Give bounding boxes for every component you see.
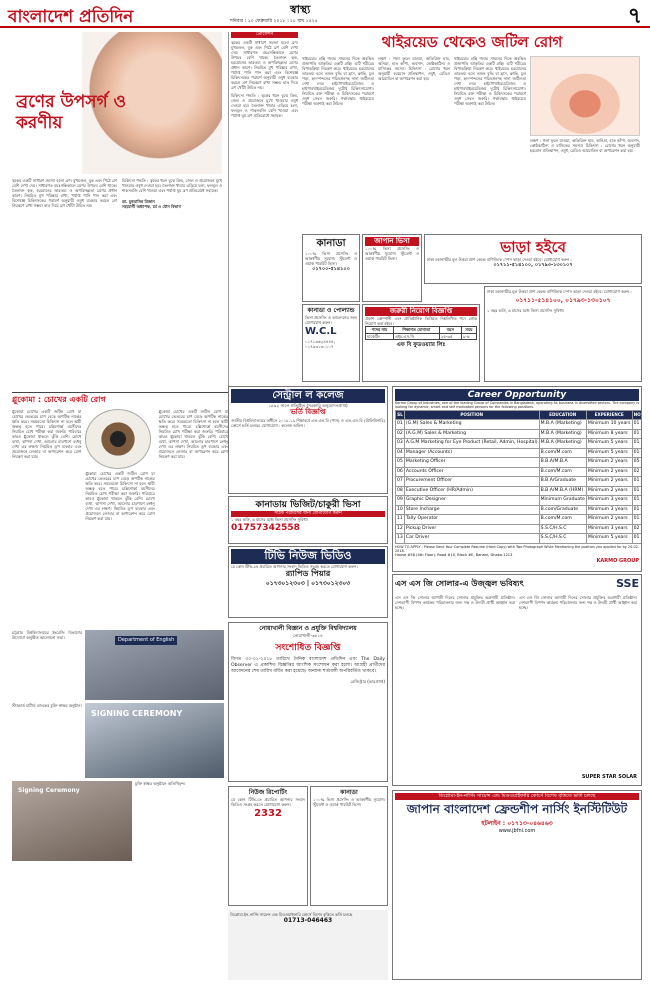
footer-phone: 01713-046463 [283, 917, 333, 924]
japan-visa-title: জাপান ভিসা [365, 237, 419, 246]
tv-news-phone: ০১৭৩০১২৩০৩ | ০১৭৩০১২৩০৩ [265, 579, 351, 587]
tv-news-body: যে কোন টিভি-তে প্রচারিত আপনার সংবাদ ভিডিও সংগ্রহ করতে যোগাযোগ করুন। [231, 563, 358, 569]
career-row [396, 496, 643, 506]
kanada-ad-body: ১০০% ভিসা প্রসেসিং ও আকর্ষণীয় সুযোগ। স্টুডেন্ট ও ওয়ার্ক পারমিট ভিসা। [305, 250, 357, 266]
career-cell: 01 [632, 439, 642, 449]
career-cell: 12 [396, 524, 405, 534]
career-row [396, 515, 643, 525]
recruit-ad [362, 304, 480, 382]
career-row [396, 477, 643, 487]
career-row [396, 420, 643, 430]
nursing-sub: ডিপ্লোমা-ইন-নার্সিং সায়েন্স এন্ড মিডওয়াইফারি কোর্সে বিশেষ বৃত্তিতে ভর্তি চলছে [395, 793, 639, 800]
masthead-bar [0, 0, 650, 28]
office-ad-body-2: ১ বছর ভর্তি, ৬ মাসের মধ্যে ভিসা প্রসেসিং সুবিধা। [487, 308, 565, 314]
rent-ad [424, 234, 642, 284]
recruit-cell: ৯-৬ [461, 333, 476, 339]
career-row [396, 486, 643, 496]
page-number: ৭ [627, 4, 642, 29]
career-cell: 13 [396, 534, 405, 544]
career-cell: Marketing Officer [404, 458, 539, 468]
acne-headline: ব্রণের উপসর্গ ও করণীয় [16, 92, 127, 133]
wcl-brand: W.C.L [305, 326, 337, 338]
career-cell: Minimum 2 years [586, 477, 632, 487]
career-title: Career Opportunity [395, 389, 639, 401]
thyroid-article [302, 32, 642, 232]
career-cell: 04 [396, 448, 405, 458]
law-admission: ভর্তি বিজ্ঞপ্তি [290, 408, 326, 417]
career-cell: Minimum 2 years [586, 467, 632, 477]
career-header: EDUCATION [539, 410, 586, 420]
career-table [395, 410, 642, 544]
career-cell: 10 [396, 505, 405, 515]
rapid-peer-brand: র‍্যাপিড পিয়ার [285, 568, 331, 578]
career-cell: 03 [396, 439, 405, 449]
career-cell: B.B.A/M.B.A [539, 458, 586, 468]
career-cell: Minimum 2 years [586, 515, 632, 525]
career-cell: Minimum 3 years [586, 524, 632, 534]
karmo-brand: KARMO GROUP [596, 557, 639, 564]
recruit-header: শিক্ষাগত যোগ্যতা [393, 327, 439, 333]
career-cell: 05 [632, 458, 642, 468]
middle-column [228, 32, 298, 392]
career-row [396, 448, 643, 458]
footer-ad [228, 910, 388, 980]
nursing-web: www.jbfni.com [498, 827, 536, 834]
career-row [396, 429, 643, 439]
rent-ad-title: ভাড়া হইবে [500, 238, 566, 256]
tv-news-title: টিভি নিউজ ভিডিও [231, 549, 385, 564]
career-header: POSITION [404, 410, 539, 420]
canada-jobs-ad [228, 496, 388, 544]
career-cell: 02 [396, 429, 405, 439]
news-reporting-title: নিউজ রিপোর্টিং [248, 789, 288, 796]
kanada-ad-title: কানাডা [316, 238, 346, 249]
career-cell: B.com/Graduate [539, 505, 586, 515]
photo-caption-2: স্ট্যান্ডার্ড চার্টার্ড ব্যাংকের চুক্তি স্বাক্ষর অনুষ্ঠান। [12, 703, 82, 708]
recruit-title: জরুরী নিয়োগ বিজ্ঞপ্তি [365, 307, 477, 316]
career-cell: Minimum 5 years [586, 439, 632, 449]
career-cell: 09 [396, 496, 405, 506]
japan-visa-body: ১০০% ভিসা প্রসেসিং ও আকর্ষণীয় সুযোগ। স্টুডেন্ট ও ওয়ার্ক পারমিট ভিসা। [365, 246, 419, 262]
career-cell: 06 [396, 467, 405, 477]
eye-diagram [85, 409, 151, 469]
career-cell: M.B.A (Marketing) [539, 429, 586, 439]
rent-ad-body: ঢাকা মহানগরীর মূল উত্তরা প্রাণ কেন্দ্রে বাণিজ্যিক স্পেস ভাড়া দেওয়া হইবে। যোগাযোগ করুন : [427, 257, 572, 263]
thyroid-body-3: থাইরয়েড গ্রন্থি গলার সামনের দিকে অবস্থিত প্রজাপতি আকৃতির একটি গ্রন্থি। এটি শরীরের বিপাকক্রিয়া নিয়ন্ত্রণ করে। থাইরয়েড হরমোনের তারতম্য হলে ওজন বৃদ্ধি বা হ্রাস, ক্লান্তি, চুল পড়া, হৃদস্পন্দনের পরিবর্তনসহ নানা জটিলতা দেখা দেয়। হাইপোথাইরয়েডিজম ও হাইপারথাইরয়েডিজম দুটোই চিকিৎসাযোগ্য। নিয়মিত রক্ত পরীক্ষা ও চিকিৎসকের পরামর্শে ওষুধ সেবন জরুরি। গর্ভাবস্থায় থাইরয়েড পরীক্ষা অবশ্যই করা উচিত। [454, 56, 526, 107]
university-location: নোয়াখালী-৩৮১৪ [293, 633, 323, 639]
career-cell: 01 [632, 496, 642, 506]
career-cell: Minimum 5 years [586, 448, 632, 458]
solar-body-1: এস এস জি সোলার আগামী দিনের সোলার প্রযুক্তির অগ্রগামী প্রতিষ্ঠান। দেশব্যাপী বিপণন কার্যক্রম পরিচালনার জন্য দক্ষ ও উদ্যমী প্রার্থী আহ্বান করা হচ্ছে। [395, 594, 515, 610]
career-cell: B.B.A/M.B.A (HRM) [539, 486, 586, 496]
profession-label: প্রোফেশন [231, 32, 298, 38]
recruit-header: সময় [461, 327, 476, 333]
career-cell: 01 [632, 515, 642, 525]
signing-photo [85, 703, 224, 778]
japan-visa-ad [362, 234, 422, 302]
kanada-ad [302, 234, 360, 302]
career-cell: Graphic Designer [404, 496, 539, 506]
recruit-cell: এইচ.এস.সি [393, 333, 439, 339]
career-cell: 01 [632, 429, 642, 439]
career-header: SL [396, 410, 405, 420]
section-title: স্বাস্থ্য [290, 3, 311, 16]
career-cell: 01 [632, 477, 642, 487]
sms-number: 2332 [254, 808, 282, 820]
office-ad-phone: ০১৭১১-৫১৪১০০, ০১৭৯৩-১৩০১০৭ [515, 297, 611, 304]
career-cell: (A.G.M) Sales & Marketing [404, 429, 539, 439]
canada-poland-phone: ০১৭১৩৬২৪৪৪৪, ০১৭৯৩১৩০১০৭ [305, 338, 335, 349]
university-signatory: রেজিস্ট্রার (ভারপ্রাপ্ত) [350, 678, 385, 684]
career-cell: B.com/M.com [539, 515, 586, 525]
acne-body: ত্বকের একটি সাধারণ সমস্যা হলো ব্রণ। মুখমণ্ডল, বুক এবং পিঠে ব্রণ বেশি দেখা দেয়। সাধারণত বয়ঃসন্ধিকালে ব্রণের উপদ্রব বেশি থাকে। তৈলাক্ত ত্বক, হরমোনের তারতম্য ও অপরিচ্ছন্নতা ব্রণের প্রধান কারণ। নিয়মিত মুখ পরিষ্কার রাখা, পর্যাপ্ত পানি পান করা এবং বিশেষজ্ঞ চিকিৎসকের পরামর্শ অনুযায়ী ওষুধ ব্যবহার করলে ব্রণ নিয়ন্ত্রণে রাখা সম্ভব। হাত দিয়ে ব্রণ খোঁটা উচিত নয়। [12, 178, 117, 208]
career-cell: Minimum 10 years [586, 420, 632, 430]
law-college-title: সেন্ট্রাল ল কলেজ [231, 389, 385, 403]
career-cell: (G.M) Sales & Marketing [404, 420, 539, 430]
career-cell: Minimum 2 years [586, 486, 632, 496]
visa-small-ad [310, 786, 388, 906]
career-cell: S.S.C/H.S.C [539, 534, 586, 544]
acne-body-2: চিকিৎসা পদ্ধতি : ত্বকের ধরন বুঝে ক্রিম, জেল ও প্রয়োজনে মুখে খাওয়ার ওষুধ দেওয়া হয়। তৈলাক্ত খাবার এড়িয়ে চলা, ফলমূল ও শাকসবজি বেশি খাওয়া এবং পর্যাপ্ত ঘুম ব্রণ প্রতিরোধে সহায়ক। [122, 178, 222, 193]
career-cell: Store Incharge [404, 505, 539, 515]
career-cell: 02 [632, 524, 642, 534]
office-ad [484, 286, 642, 382]
recruit-intro: প্রকাশ কোম্পানী এবং প্রাতিষ্ঠানিক ভিত্তিতে নিম্নলিখিত পদে লোক নিয়োগ করা হইবে। [365, 316, 477, 327]
career-cell: B.B.A/Graduate [539, 477, 586, 487]
recruit-header: পদের নাম [366, 327, 394, 333]
office-ad-body: ঢাকা মহানগরীর মূল উত্তরা প্রাণ কেন্দ্রে বাণিজ্যিক স্পেস ভাড়া দেওয়া হইবে। যোগাযোগ করুন : [487, 289, 632, 294]
solar-body-2: এস এস জি সোলার আগামী দিনের সোলার প্রযুক্তির অগ্রগামী প্রতিষ্ঠান। দেশব্যাপী বিপণন কার্যক্রম পরিচালনার জন্য দক্ষ ও উদ্যমী প্রার্থী আহ্বান করা হচ্ছে। [519, 594, 637, 610]
english-banner: Department of English [115, 636, 177, 645]
law-body: জাতীয় বিশ্ববিদ্যালয়ের অধীনে ২০১৮-১৯ শিক্ষাবর্ষে এল.এল.বি (পাস) ও এল.এল.বি (প্রিলিমিনারি) কোর্সে ভর্তি চলছে। যোগাযোগ : কলেজ অফিস। [231, 417, 385, 428]
nursing-title: জাপান বাংলাদেশ ফ্রেন্ডশীপ নার্সিং ইনস্টিটিউট [406, 801, 628, 816]
career-intro: Karmo Group of Industries, one of the leading Group of Companies in Bangladesh, operating its business in diversified sectors. The company is looking for dynamic, smart and self motivated persons for the following positions. [395, 401, 639, 410]
career-cell: 01 [632, 420, 642, 430]
career-cell: 05 [396, 458, 405, 468]
career-row [396, 439, 643, 449]
career-cell: 01 [632, 534, 642, 544]
career-cell: Minimum 3 years [586, 505, 632, 515]
career-cell: Executive Officer (HR/Admin) [404, 486, 539, 496]
thyroid-headline: থাইরয়েড থেকেও জটিল রোগ [381, 33, 563, 51]
acne-body-col3: ত্বকের একটি সাধারণ সমস্যা হলো ব্রণ। মুখমণ্ডল, বুক এবং পিঠে ব্রণ বেশি দেখা দেয়। সাধারণত বয়ঃসন্ধিকালে ব্রণের উপদ্রব বেশি থাকে। তৈলাক্ত ত্বক, হরমোনের তারতম্য ও অপরিচ্ছন্নতা ব্রণের প্রধান কারণ। নিয়মিত মুখ পরিষ্কার রাখা, পর্যাপ্ত পানি পান করা এবং বিশেষজ্ঞ চিকিৎসকের পরামর্শ অনুযায়ী ওষুধ ব্যবহার করলে ব্রণ নিয়ন্ত্রণে রাখা সম্ভব। হাত দিয়ে ব্রণ খোঁটা উচিত নয়। [231, 40, 298, 91]
author: ডা. মুনতাসির মিজান সহযোগী অধ্যাপক, চর্ম ও যৌন বিভাগ [122, 199, 181, 209]
sse-logo: SSE [616, 577, 639, 590]
canada-jobs-title: কানাডায় ভিজিট/চাকুরী ভিসা [255, 500, 361, 510]
footer-ad-body: ডিপ্লোমা-ইন-নার্সিং সায়েন্স এন্ড মিডওয়াইফারি কোর্সে বিশেষ বৃত্তিতে ভর্তি চলছে [230, 912, 353, 917]
signing-banner: SIGNING CEREMONY [91, 709, 183, 718]
photo-caption-1: চট্টগ্রাম বিশ্ববিদ্যালয়ের ইংরেজি বিভাগের উদ্যোগে অনুষ্ঠিত আলোচনা সভা। [12, 630, 82, 640]
career-cell: Tally Operator [404, 515, 539, 525]
canada-jobs-phone: 01757342558 [231, 523, 300, 534]
career-cell: Pickup Driver [404, 524, 539, 534]
career-address: House #58 (4th Floor), Road #10, Block #E, Banani, Dhaka-1213 [395, 552, 513, 557]
canada-poland-ad [302, 304, 360, 382]
career-ad [392, 386, 642, 572]
visa-small-title: কানাডা [340, 789, 358, 796]
career-cell: B.com/M.com [539, 448, 586, 458]
tv-news-ad [228, 546, 388, 618]
super-star-brand: SUPER STAR SOLAR [581, 774, 637, 781]
acne-body-col3b: চিকিৎসা পদ্ধতি : ত্বকের ধরন বুঝে ক্রিম, জেল ও প্রয়োজনে মুখে খাওয়ার ওষুধ দেওয়া হয়। তৈলাক্ত খাবার এড়িয়ে চলা, ফলমূল ও শাকসবজি বেশি খাওয়া এবং পর্যাপ্ত ঘুম ব্রণ প্রতিরোধে সহায়ক। [231, 93, 298, 119]
law-college-sub: ১৯৯২ সালে প্রতিষ্ঠিত (সরকারি অনুমোদনপ্রাপ্ত) [268, 402, 348, 408]
canada-jobs-sub: সঠিক পরামর্শের জন্য যোগাযোগ করুন [231, 511, 385, 517]
glaucoma-body-1: গ্লুকোমা চোখের একটি জটিল রোগ যা চোখের ভেতরের চাপ বেড়ে অপটিক নার্ভের ক্ষতি করে। সময়মতো চিকিৎসা না হলে স্থায়ী অন্ধত্ব হতে পারে। চল্লিশোর্ধ্ব বয়সীদের নিয়মিত চোখ পরীক্ষা করা জরুরি। পরিবারে কারও গ্লুকোমা থাকলে ঝুঁকি বেশি। চোখে ব্যথা, ঝাপসা দেখা, আলোর চারপাশে রংধনু দেখা এর লক্ষণ। নিয়মিত ড্রপ ব্যবহার এবং প্রয়োজনে লেজার বা অপারেশন করে রোগ নিয়ন্ত্রণ করা যায়। [12, 408, 82, 459]
career-header: EXPERIENCE [586, 410, 632, 420]
career-cell: 01 [632, 486, 642, 496]
career-header: NO [632, 410, 642, 420]
nursing-hotline: হটলাইন : ০১৭১৩-০৪৬৪৬৩ [481, 819, 553, 827]
career-cell: Car Driver [404, 534, 539, 544]
news-reporting-ad [228, 786, 308, 906]
glaucoma-body-2: গ্লুকোমা চোখের একটি জটিল রোগ যা চোখের ভেতরের চাপ বেড়ে অপটিক নার্ভের ক্ষতি করে। সময়মতো চিকিৎসা না হলে স্থায়ী অন্ধত্ব হতে পারে। চল্লিশোর্ধ্ব বয়সীদের নিয়মিত চোখ পরীক্ষা করা জরুরি। পরিবারে কারও গ্লুকোমা থাকলে ঝুঁকি বেশি। চোখে ব্যথা, ঝাপসা দেখা, আলোর চারপাশে রংধনু দেখা এর লক্ষণ। নিয়মিত ড্রপ ব্যবহার এবং প্রয়োজনে লেজার বা অপারেশন করে রোগ নিয়ন্ত্রণ করা যায়। [85, 470, 155, 521]
acne-body-col2 [122, 178, 222, 388]
glaucoma-body-3: গ্লুকোমা চোখের একটি জটিল রোগ যা চোখের ভেতরের চাপ বেড়ে অপটিক নার্ভের ক্ষতি করে। সময়মতো চিকিৎসা না হলে স্থায়ী অন্ধত্ব হতে পারে। চল্লিশোর্ধ্ব বয়সীদের নিয়মিত চোখ পরীক্ষা করা জরুরি। পরিবারে কারও গ্লুকোমা থাকলে ঝুঁকি বেশি। চোখে ব্যথা, ঝাপসা দেখা, আলোর চারপাশে রংধনু দেখা এর লক্ষণ। নিয়মিত ড্রপ ব্যবহার এবং প্রয়োজনে লেজার বা অপারেশন করে রোগ নিয়ন্ত্রণ করা যায়। [158, 408, 228, 459]
recruit-header: বয়স [439, 327, 461, 333]
date-line: শনিবার । ১০ ফেব্রুয়ারি ২০১৮ । ২৮ মাঘ ১৪২৪ [230, 19, 318, 24]
acne-feature [12, 32, 222, 174]
career-cell: 08 [396, 486, 405, 496]
career-apply: HOW TO APPLY : Please Send Your Complete Resume (Hard Copy) with Two Photograph While Mentioning the position you applied for by 20-02-2018. [395, 544, 639, 553]
career-row [396, 505, 643, 515]
career-cell: 01 [632, 505, 642, 515]
canada-jobs-body: ১ বছর ভর্তি, ৬ মাসের মধ্যে ভিসা প্রসেসিং সুবিধা। [231, 517, 309, 523]
solar-ad [392, 574, 642, 786]
career-cell: 11 [396, 515, 405, 525]
career-cell: Minimum 5 years [586, 534, 632, 544]
photo-features [12, 630, 224, 980]
thyroid-body-2: লক্ষণ : গলা ফুলে যাওয়া, অতিরিক্ত ঘাম, অনিদ্রা, হাত কাঁপা, অবসাদ, কোষ্ঠকাঠিন্য ও মাসিকের সমস্যা। চিকিৎসা : রোগের ধরন অনুযায়ী হরমোন প্রতিস্থাপন, ওষুধ, রেডিও আয়োডিন বা অপারেশন করা হয়। [378, 56, 450, 82]
law-college-ad [228, 386, 388, 494]
university-headline: সংশোধিত বিজ্ঞপ্তি [275, 642, 341, 653]
recruit-table [365, 326, 477, 340]
career-row [396, 467, 643, 477]
kanada-ad-phone: ০১৭০০-৫১৪১০০ [312, 265, 350, 272]
career-cell: M.B.A (Marketing) [539, 420, 586, 430]
career-cell: A.G.M Marketing for Eye Product (Retail, Admin, Hospital) [404, 439, 539, 449]
canada-poland-body: ভিসা প্রসেসিং ও আবেদনের জন্য যোগাযোগ করুন। [305, 315, 357, 326]
thyroid-body-1: থাইরয়েড গ্রন্থি গলার সামনের দিকে অবস্থিত প্রজাপতি আকৃতির একটি গ্রন্থি। এটি শরীরের বিপাকক্রিয়া নিয়ন্ত্রণ করে। থাইরয়েড হরমোনের তারতম্য হলে ওজন বৃদ্ধি বা হ্রাস, ক্লান্তি, চুল পড়া, হৃদস্পন্দনের পরিবর্তনসহ নানা জটিলতা দেখা দেয়। হাইপোথাইরয়েডিজম ও হাইপারথাইরয়েডিজম দুটোই চিকিৎসাযোগ্য। নিয়মিত রক্ত পরীক্ষা ও চিকিৎসকের পরামর্শে ওষুধ সেবন জরুরি। গর্ভাবস্থায় থাইরয়েড পরীক্ষা অবশ্যই করা উচিত। [302, 56, 374, 107]
university-notice [228, 622, 388, 782]
career-cell: Minimum 2 years [586, 458, 632, 468]
recruit-cell: মার্কেটিং [366, 333, 394, 339]
news-reporting-body: যে কোন টিভি-তে প্রচারিত আপনার সংবাদ ভিডিও সংগ্রহ করতে যোগাযোগ করুন। [231, 797, 305, 808]
rent-ad-phone: ০১৭১১-৫১৪১০০, ০১৭৯৩-১৩০১০৭ [493, 262, 573, 269]
career-cell: M.B.A (Marketing) [539, 439, 586, 449]
career-cell: 01 [396, 420, 405, 430]
solar-title: এস এস জি সোলার-এ উজ্জ্বল ভবিষ্যৎ [395, 579, 524, 589]
career-cell: 02 [632, 467, 642, 477]
career-cell: Accounts Officer [404, 467, 539, 477]
canada-poland-title: কানাডা ও পোল্যান্ড [307, 307, 355, 314]
masthead-title: বাংলাদেশ প্রতিদিন [8, 7, 134, 27]
signing-banner-2: Signing Ceremony [18, 787, 80, 794]
english-dept-photo [85, 630, 224, 700]
nursing-institute-ad [392, 790, 642, 980]
recruit-cell: ২৫-৩৫ [439, 333, 461, 339]
thyroid-illustration [530, 56, 640, 136]
career-cell: S.S.C/H.S.C [539, 524, 586, 534]
career-cell: B.com/M.com [539, 467, 586, 477]
career-cell: Manager (Accounts) [404, 448, 539, 458]
career-row [396, 458, 643, 468]
acne-body-col1 [12, 178, 117, 388]
ceremony-photo [12, 781, 132, 861]
thyroid-body-4: লক্ষণ : গলা ফুলে যাওয়া, অতিরিক্ত ঘাম, অনিদ্রা, হাত কাঁপা, অবসাদ, কোষ্ঠকাঠিন্য ও মাসিকের সমস্যা। চিকিৎসা : রোগের ধরন অনুযায়ী হরমোন প্রতিস্থাপন, ওষুধ, রেডিও আয়োডিন বা অপারেশন করা হয়। [530, 138, 640, 154]
career-cell: Minimum 8 years [586, 429, 632, 439]
career-cell: Minimum 3 years [586, 496, 632, 506]
career-cell: Minimum Graduate [539, 496, 586, 506]
visa-small-body: ১০০% ভিসা প্রসেসিং ও আকর্ষণীয় সুযোগ। স্টুডেন্ট ও ওয়ার্ক পারমিট ভিসা। [313, 797, 385, 808]
career-cell: Procurement Officer [404, 477, 539, 487]
university-title: নোয়াখালী বিজ্ঞান ও প্রযুক্তি বিশ্ববিদ্যালয় [259, 625, 357, 632]
glaucoma-article [12, 392, 228, 627]
recruit-row [366, 333, 477, 339]
glaucoma-title: গ্লুকোমা : চোখের একটি রোগ [12, 395, 106, 404]
recruit-company: এফ বি ফুডওয়্যার লিঃ [396, 342, 446, 349]
photo-caption-3: চুক্তি স্বাক্ষর অনুষ্ঠানে অতিথিবৃন্দ। [135, 781, 186, 786]
career-cell: 01 [632, 448, 642, 458]
career-row [396, 524, 643, 534]
university-body: বিগত ৩০-০১-২০১৮ তারিখে দৈনিক বাংলাদেশ প্রতিদিন এবং The Daily Observer এ প্রকাশিত বিজ্ঞপ্তির আংশিক সংশোধন করা হলো। আগ্রহী প্রার্থীদের আবেদনের শেষ তারিখ বর্ধিত করা হয়েছে। অন্যান্য শর্তাবলী অপরিবর্তিত থাকবে। [231, 656, 385, 674]
career-cell: 07 [396, 477, 405, 487]
career-row [396, 534, 643, 544]
